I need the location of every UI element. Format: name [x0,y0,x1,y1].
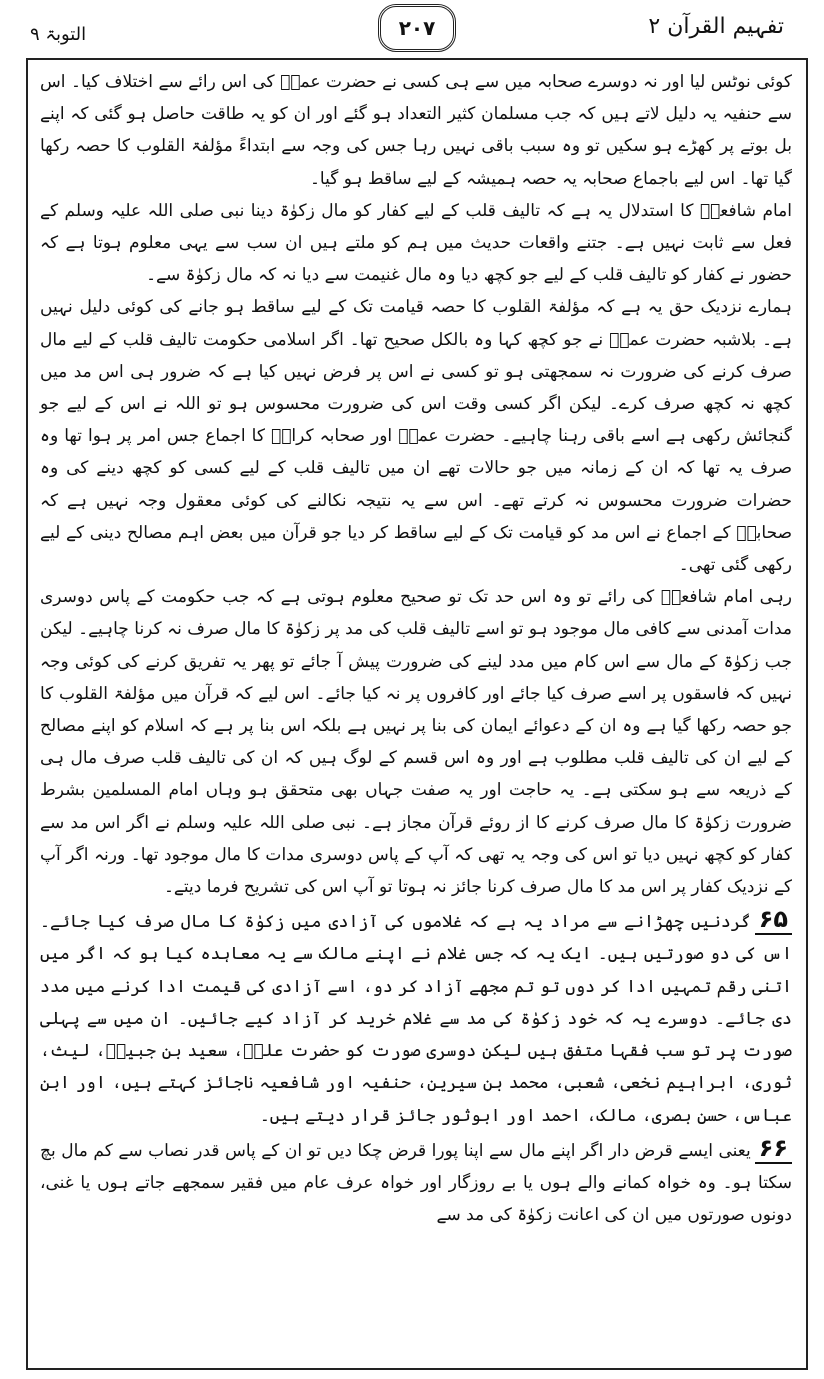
footnote-text: گردنیں چھڑانے سے مراد یہ ہے کہ غلاموں کی آزادی میں زکوٰۃ کا مال صرف کیا جائے۔ اس کی دو صورتیں ہیں۔ ایک یہ کہ جس غلام نے اپنے مالک سے یہ معاہدہ کیا ہو کہ اگر میں اتنی رقم تمہیں ادا کر دوں تو تم مجھے آزاد کر دو، اسے آزادی کی قیمت ادا کرنے میں مدد دی جائے۔ دوسرے یہ کہ خود زکوٰۃ کی مد سے غلام خرید کر آزاد کیے جائیں۔ ان میں سے پہلی صورت پر تو سب فقہا متفق ہیں لیکن دوسری صورت کو حضرت علیؓ، سعید بن جبیرؒ، لیث، ثوری، ابراہیم نخعی، شعبی، محمد بن سیرین، حنفیہ اور شافعیہ ناجائز کہتے ہیں، اور ابن عباس، حسن بصری، مالک، احمد اور ابوثور جائز قرار دیتے ہیں۔ [40,912,792,1126]
page-number: ۲۰۷ [378,4,456,52]
footnote-65 [40,903,792,1131]
footnote-number: ۶۶ [755,1134,792,1164]
surah-name: التوبۃ ۹ [30,24,87,45]
paragraph: ہمارے نزدیک حق یہ ہے کہ مؤلفۃ القلوب کا حصہ قیامت تک کے لیے ساقط ہو جانے کی کوئی دلیل نہیں ہے۔ بلاشبہ حضرت عمرؓ نے جو کچھ کہا وہ بالکل صحیح تھا۔ اگر اسلامی حکومت تالیف قلب کے لیے مال صرف کرنے کی ضرورت نہ سمجھتی ہو تو کسی نے اس پر فرض نہیں کیا ہے کہ ضرور ہی اس مد میں کچھ نہ کچھ صرف کرے۔ لیکن اگر کسی وقت اس کی ضرورت محسوس ہو تو اللہ نے اس کے لیے جو گنجائش رکھی ہے اسے باقی رہنا چاہیے۔ حضرت عمرؓ اور صحابہ کرامؓ کا اجماع جس امر پر ہوا تھا وہ صرف یہ تھا کہ ان کے زمانہ میں جو حالات تھے ان میں تالیف قلب کے لیے کسی کو کچھ دینے کی وہ حضرات ضرورت محسوس نہ کرتے تھے۔ اس سے یہ نتیجہ نکالنے کی کوئی معقول وجہ نہیں ہے کہ صحابہؓ کے اجماع نے اس مد کو قیامت تک کے لیے ساقط کر دیا جو قرآن میں بعض اہم مصالح دینی کے لیے رکھی گئی تھی۔ [40,297,792,576]
page-body [40,66,792,1231]
paragraph: کوئی نوٹس لیا اور نہ دوسرے صحابہ میں سے ہی کسی نے حضرت عمرؓ کی اس رائے سے اختلاف کیا۔ اس سے حنفیہ یہ دلیل لاتے ہیں کہ جب مسلمان کثیر التعداد ہو گئے اور ان کو یہ طاقت حاصل ہو گئی کہ اپنے بل بوتے پر کھڑے ہو سکیں تو وہ سبب باقی نہیں رہا جس کی وجہ سے ابتداءً مؤلفۃ القلوب کا حصہ رکھا گیا تھا۔ اس لیے باجماع صحابہ یہ حصہ ہمیشہ کے لیے ساقط ہو گیا۔ [40,72,792,189]
book-title: تفہیم القرآن ۲ [648,14,784,39]
footnote-text: یعنی ایسے قرض دار اگر اپنے مال سے اپنا پورا قرض چکا دیں تو ان کے پاس قدر نصاب سے کم مال بچ سکتا ہو۔ وہ خواہ کمانے والے ہوں یا بے روزگار اور خواہ عرف عام میں فقیر سمجھے جاتے ہوں یا غنی، دونوں صورتوں میں ان کی اعانت زکوٰۃ کی مد سے [40,1140,792,1226]
footnote-number: ۶۵ [755,905,792,935]
page-header [0,0,824,60]
paragraph: رہی امام شافعیؒ کی رائے تو وہ اس حد تک تو صحیح معلوم ہوتی ہے کہ جب حکومت کے پاس دوسری مدات آمدنی سے کافی مال موجود ہو تو اسے تالیف قلب کی مد پر زکوٰۃ کا مال صرف نہ کرنا چاہیے۔ لیکن جب زکوٰۃ کے مال سے اس کام میں مدد لینے کی ضرورت پیش آ جائے تو پھر یہ تفریق کرنے کی کوئی وجہ نہیں کہ فاسقوں پر اسے صرف کیا جائے اور کافروں پر نہ کیا جائے۔ اس لیے کہ قرآن میں مؤلفۃ القلوب کا جو حصہ رکھا گیا ہے وہ ان کے دعوائے ایمان کی بنا پر نہیں ہے بلکہ اس بنا پر ہے کہ اسلام کو اپنے مصالح کے لیے ان کی تالیف قلب مطلوب ہے اور وہ اس قسم کے لوگ ہیں کہ ان کی تالیف قلب صرف مال ہی کے ذریعہ سے ہو سکتی ہے۔ یہ حاجت اور یہ صفت جہاں بھی متحقق ہو وہاں امام المسلمین بشرط ضرورت زکوٰۃ کا مال صرف کرنے کا از روئے قرآن مجاز ہے۔ نبی صلی اللہ علیہ وسلم نے اگر اس مد سے کفار کو کچھ نہیں دیا تو اس کی وجہ یہ تھی کہ آپ کے پاس دوسری مدات کا مال موجود تھا۔ ورنہ اگر آپ کے نزدیک کفار پر اس مد کا مال صرف کرنا جائز نہ ہوتا تو آپ اس کی تشریح فرما دیتے۔ [40,587,792,898]
paragraph: امام شافعیؒ کا استدلال یہ ہے کہ تالیف قلب کے لیے کفار کو مال زکوٰۃ دینا نبی صلی اللہ علیہ وسلم کے فعل سے ثابت نہیں ہے۔ جتنے واقعات حدیث میں ہم کو ملتے ہیں ان سب سے یہی معلوم ہوتا ہے کہ حضور نے کفار کو تالیف قلب کے لیے جو کچھ دیا وہ مال غنیمت سے دیا نہ کہ مال زکوٰۃ سے۔ [40,200,792,286]
footnote-66 [40,1132,792,1232]
